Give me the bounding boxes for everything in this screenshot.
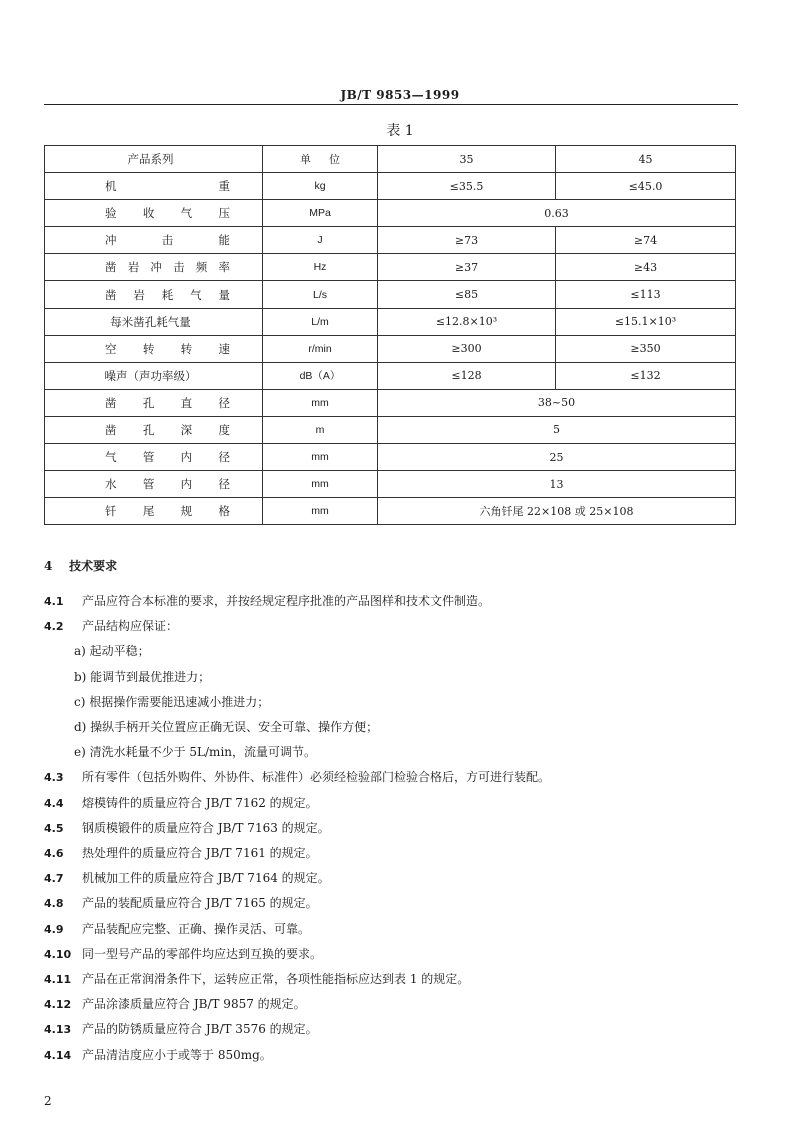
clause-number: 4.10 [44,947,72,961]
row-param-cell: 验收气压 [45,200,263,227]
clause-number: 4.7 [44,872,64,886]
table-row [45,471,736,498]
row-value-35-cell: ≤35.5 [378,173,556,200]
row-value-45-cell: ≥350 [556,335,736,362]
list-item: a) 起动平稳； [74,644,150,659]
row-param-cell: 每米凿孔耗气量 [45,308,263,335]
clause-4-7 [44,869,330,886]
clause-4-1 [44,592,490,609]
list-item: b) 能调节到最优推进力； [74,669,211,684]
clause-4-9 [44,920,310,937]
table-row [45,444,736,471]
clause-4-12 [44,995,306,1012]
row-param-cell: 钎尾规格 [45,498,263,525]
list-item: c) 根据操作需要能迅速减小推进力； [74,694,270,709]
row-param-cell: 气管内径 [45,444,263,471]
row-value-45-cell: ≤15.1×10³ [556,308,736,335]
row-unit-cell: mm [263,471,378,498]
table-row [45,281,736,308]
row-param-cell: 噪声（声功率级） [45,362,263,389]
row-value-merged-cell: 13 [378,471,736,498]
table-caption: 表 1 [386,123,414,139]
clause-4-4 [44,794,318,811]
header-cell-series: 产品系列 [45,146,263,173]
table-row [45,308,736,335]
clause-number: 4.13 [44,1023,72,1037]
table-row [45,200,736,227]
row-unit-cell: mm [263,498,378,525]
table-header-row [45,146,736,173]
row-value-35-cell: ≤128 [378,362,556,389]
row-param-cell: 凿孔深度 [45,416,263,443]
row-value-45-cell: ≤132 [556,362,736,389]
row-param-cell: 凿孔直径 [45,389,263,416]
row-unit-cell: L/s [263,281,378,308]
row-unit-cell: mm [263,444,378,471]
header-rule [44,104,738,105]
clause-number: 4.1 [44,595,64,608]
row-value-45-cell: ≤113 [556,281,736,308]
clause-number: 4.6 [44,847,64,860]
clause-text: 产品清洁度应小于或等于 850mg。 [82,1047,272,1062]
row-unit-cell: Hz [263,254,378,281]
clause-4-10 [44,945,322,962]
table-row [45,389,736,416]
row-param-cell: 水管内径 [45,471,263,498]
row-unit-cell: dB（A） [263,362,378,389]
clause-4-11 [44,970,469,987]
clause-text: 熔模铸件的质量应符合 JB/T 7162 的规定。 [82,795,318,810]
table-row [45,227,736,254]
page-number: 2 [44,1094,52,1108]
row-unit-cell: r/min [263,335,378,362]
table-row [45,254,736,281]
row-value-merged-cell: 5 [378,416,736,443]
row-value-35-cell: ≤12.8×10³ [378,308,556,335]
section-title: 技术要求 [69,559,118,573]
clause-4-8 [44,894,318,911]
clause-4-14 [44,1046,272,1063]
row-param-cell: 凿岩冲击频率 [45,254,263,281]
table-row [45,335,736,362]
row-unit-cell: L/m [263,308,378,335]
row-value-merged-cell: 0.63 [378,200,736,227]
row-param-cell: 冲击能 [45,227,263,254]
row-unit-cell: m [263,416,378,443]
header-cell-35: 35 [378,146,556,173]
clause-4-3 [44,768,550,785]
clause-text: 所有零件（包括外购件、外协件、标准件）必须经检验部门检验合格后，方可进行装配。 [82,770,551,785]
clause-text: 产品的装配质量应符合 JB/T 7165 的规定。 [82,896,318,911]
header-cell-unit: 单位 [263,146,378,173]
table-row [45,498,736,525]
row-value-35-cell: ≥37 [378,254,556,281]
clause-4-5 [44,819,330,836]
row-value-merged-cell: 六角钎尾 22×108 或 25×108 [378,498,736,525]
list-item: e) 清洗水耗量不少于 5L/min，流量可调节。 [74,745,317,760]
clause-number: 4.5 [44,821,64,835]
clause-number: 4.12 [44,998,72,1012]
clause-text: 钢质模锻件的质量应符合 JB/T 7163 的规定。 [82,820,330,835]
clause-4-2 [44,617,178,634]
clause-4-13 [44,1020,318,1037]
clause-text: 机械加工件的质量应符合 JB/T 7164 的规定。 [82,871,330,886]
clause-text: 产品的防锈质量应符合 JB/T 3576 的规定。 [82,1022,318,1037]
clause-number: 4.2 [44,620,64,634]
clause-number: 4.9 [44,922,64,936]
clause-number: 4.4 [44,796,64,810]
row-param-cell: 机 重 [45,173,263,200]
row-value-35-cell: ≥73 [378,227,556,254]
clause-text: 产品应符合本标准的要求，并按经规定程序批准的产品图样和技术文件制造。 [82,594,491,608]
table-row [45,416,736,443]
clause-text: 产品结构应保证： [82,619,179,634]
clause-number: 4.3 [44,771,64,785]
row-value-merged-cell: 25 [378,444,736,471]
clause-4-6 [44,844,318,861]
row-value-merged-cell: 38~50 [378,389,736,416]
row-unit-cell: MPa [263,200,378,227]
row-value-35-cell: ≤85 [378,281,556,308]
table-row [45,173,736,200]
header-cell-45: 45 [556,146,736,173]
clause-text: 热处理件的质量应符合 JB/T 7161 的规定。 [82,846,318,860]
clause-text: 产品在正常润滑条件下，运转应正常，各项性能指标应达到表 1 的规定。 [82,972,470,986]
spec-table [44,145,736,525]
row-value-45-cell: ≥74 [556,227,736,254]
clause-text: 同一型号产品的零部件均应达到互换的要求。 [82,946,323,961]
row-param-cell: 空转转速 [45,335,263,362]
section-heading [44,557,117,574]
standard-number-header: JB/T 9853—1999 [340,88,460,102]
row-param-cell: 凿岩耗气量 [45,281,263,308]
clause-number: 4.11 [44,973,72,986]
row-value-45-cell: ≤45.0 [556,173,736,200]
clause-text: 产品装配应完整、正确、操作灵活、可靠。 [82,921,311,936]
row-value-45-cell: ≥43 [556,254,736,281]
list-item: d) 操纵手柄开关位置应正确无误、安全可靠、操作方便； [74,720,379,734]
table-row [45,362,736,389]
clause-text: 产品涂漆质量应符合 JB/T 9857 的规定。 [82,997,306,1012]
row-unit-cell: mm [263,389,378,416]
clause-number: 4.8 [44,897,64,911]
row-unit-cell: J [263,227,378,254]
row-unit-cell: kg [263,173,378,200]
clause-number: 4.14 [44,1048,72,1062]
row-value-35-cell: ≥300 [378,335,556,362]
section-number: 4 [44,559,53,573]
